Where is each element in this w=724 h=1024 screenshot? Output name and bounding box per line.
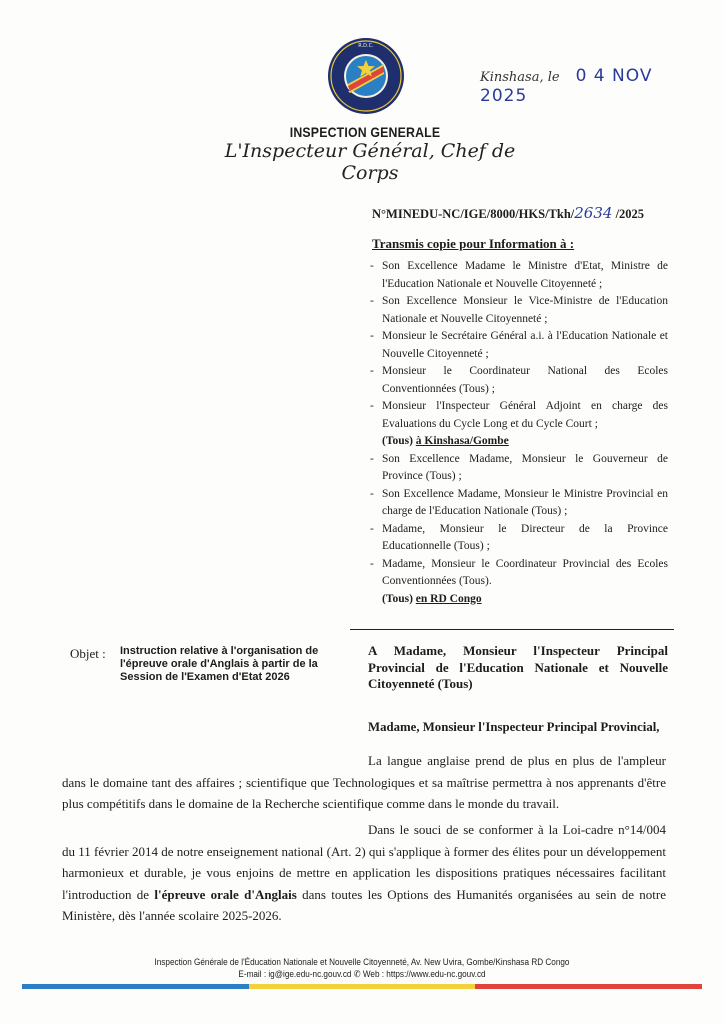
flag-stripe xyxy=(22,984,702,989)
list-item: - Son Excellence Madame le Ministre d'Etat, Ministre de l'Education Nationale et Nouvelle Citoyenneté ; xyxy=(370,258,668,293)
list-item: - Son Excellence Monsieur le Vice-Ministre de l'Education Nationale et Nouvelle Citoyenneté ; xyxy=(370,293,668,328)
flag-yellow xyxy=(249,984,476,989)
list-item: - Madame, Monsieur le Coordinateur Provincial des Ecoles Conventionnées (Tous). xyxy=(370,556,668,591)
flag-blue xyxy=(22,984,249,989)
body-paragraph-2 xyxy=(62,819,666,927)
flag-red xyxy=(475,984,702,989)
location-kinshasa: à Kinshasa/Gombe xyxy=(415,435,509,447)
addressee: A Madame, Monsieur l'Inspecteur Principal Provincial de l'Education Nationale et Nouvelle Citoyenneté (Tous) xyxy=(368,643,668,691)
footer-line-2: E-mail : ig@ige.edu-nc.gouv.cd ✆ Web : https://www.edu-nc.gouv.cd xyxy=(238,969,486,980)
body-paragraph-1: La langue anglaise prend de plus en plus de l'ampleur dans le domaine tant des affaires ; scientifique que Technologiques et sa maîtrise permettra à nos apprenants d'être plus compétitifs dans le domaine de la Recherche scientifique comme dans le monde du travail. xyxy=(62,753,666,811)
divider xyxy=(350,629,674,630)
institution-subtitle: L'Inspecteur Général, Chef de Corps xyxy=(224,140,516,184)
place-date xyxy=(480,66,680,106)
location-rdc: en RD Congo xyxy=(415,592,482,605)
place-label: Kinshasa, le xyxy=(480,70,560,85)
footer-address xyxy=(119,957,604,981)
reference-prefix: N°MINEDU-NC/IGE/8000/HKS/Tkh/ xyxy=(372,207,575,221)
list-item: - Son Excellence Madame, Monsieur le Ministre Provincial en charge de l'Education Nationale (Tous) ; xyxy=(370,486,668,521)
body-text: dans toutes les Options des Humanités organisées au sein de notre Ministère, dès l'année scolaire 2025-2026. xyxy=(62,886,666,923)
official-seal-icon xyxy=(326,36,406,116)
institution-title: INSPECTION GENERALE xyxy=(289,124,441,140)
location-prefix: (Tous) xyxy=(382,435,416,447)
reference-suffix: /2025 xyxy=(612,207,645,221)
recipient-list xyxy=(370,258,668,608)
footer-line-1: Inspection Générale de l'Éducation Nationale et Nouvelle Citoyenneté, Av. New Uvira, Gombe/Kinshasa RD Congo xyxy=(154,957,570,968)
location-prefix: (Tous) xyxy=(382,592,416,605)
location-line xyxy=(370,433,668,451)
reference-handwritten-number: 2634 xyxy=(574,204,613,222)
subject-label: Objet : xyxy=(70,646,106,661)
salutation: Madame, Monsieur l'Inspecteur Principal Provincial, xyxy=(368,720,660,734)
list-item: - Son Excellence Madame, Monsieur le Gouverneur de Province (Tous) ; xyxy=(370,451,668,486)
svg-text:R.D.C.: R.D.C. xyxy=(358,43,374,49)
list-item: - Monsieur le Secrétaire Général a.i. à l'Education Nationale et Nouvelle Citoyenneté ; xyxy=(370,328,668,363)
date-stamp: 0 4 NOV 2025 xyxy=(480,66,653,106)
list-item: - Monsieur le Coordinateur National des Ecoles Conventionnées (Tous) ; xyxy=(370,363,668,398)
list-item: - Madame, Monsieur le Directeur de la Province Educationnelle (Tous) ; xyxy=(370,521,668,556)
location-line xyxy=(370,591,668,609)
body-emphasis: l'épreuve orale d'Anglais xyxy=(154,886,297,902)
reference-number xyxy=(372,204,644,222)
transmis-heading: Transmis copie pour Information à : xyxy=(372,236,575,251)
list-item: - Monsieur l'Inspecteur Général Adjoint en charge des Evaluations du Cycle Long et du Cycle Court ; xyxy=(370,398,668,433)
subject-text: Instruction relative à l'organisation de l'épreuve orale d'Anglais à partir de la Session de l'Examen d'Etat 2026 xyxy=(120,645,319,683)
body-text: Dans le souci de se conformer à la Loi-cadre n°14/004 du 11 février 2014 de notre enseignement national (Art. 2) qui s'applique à former des élites pour un développement harmonieux et durable, je vous enjoins de mettre en application les dispositions pratiques nécessaires facilitant l'introduction de xyxy=(62,822,666,902)
